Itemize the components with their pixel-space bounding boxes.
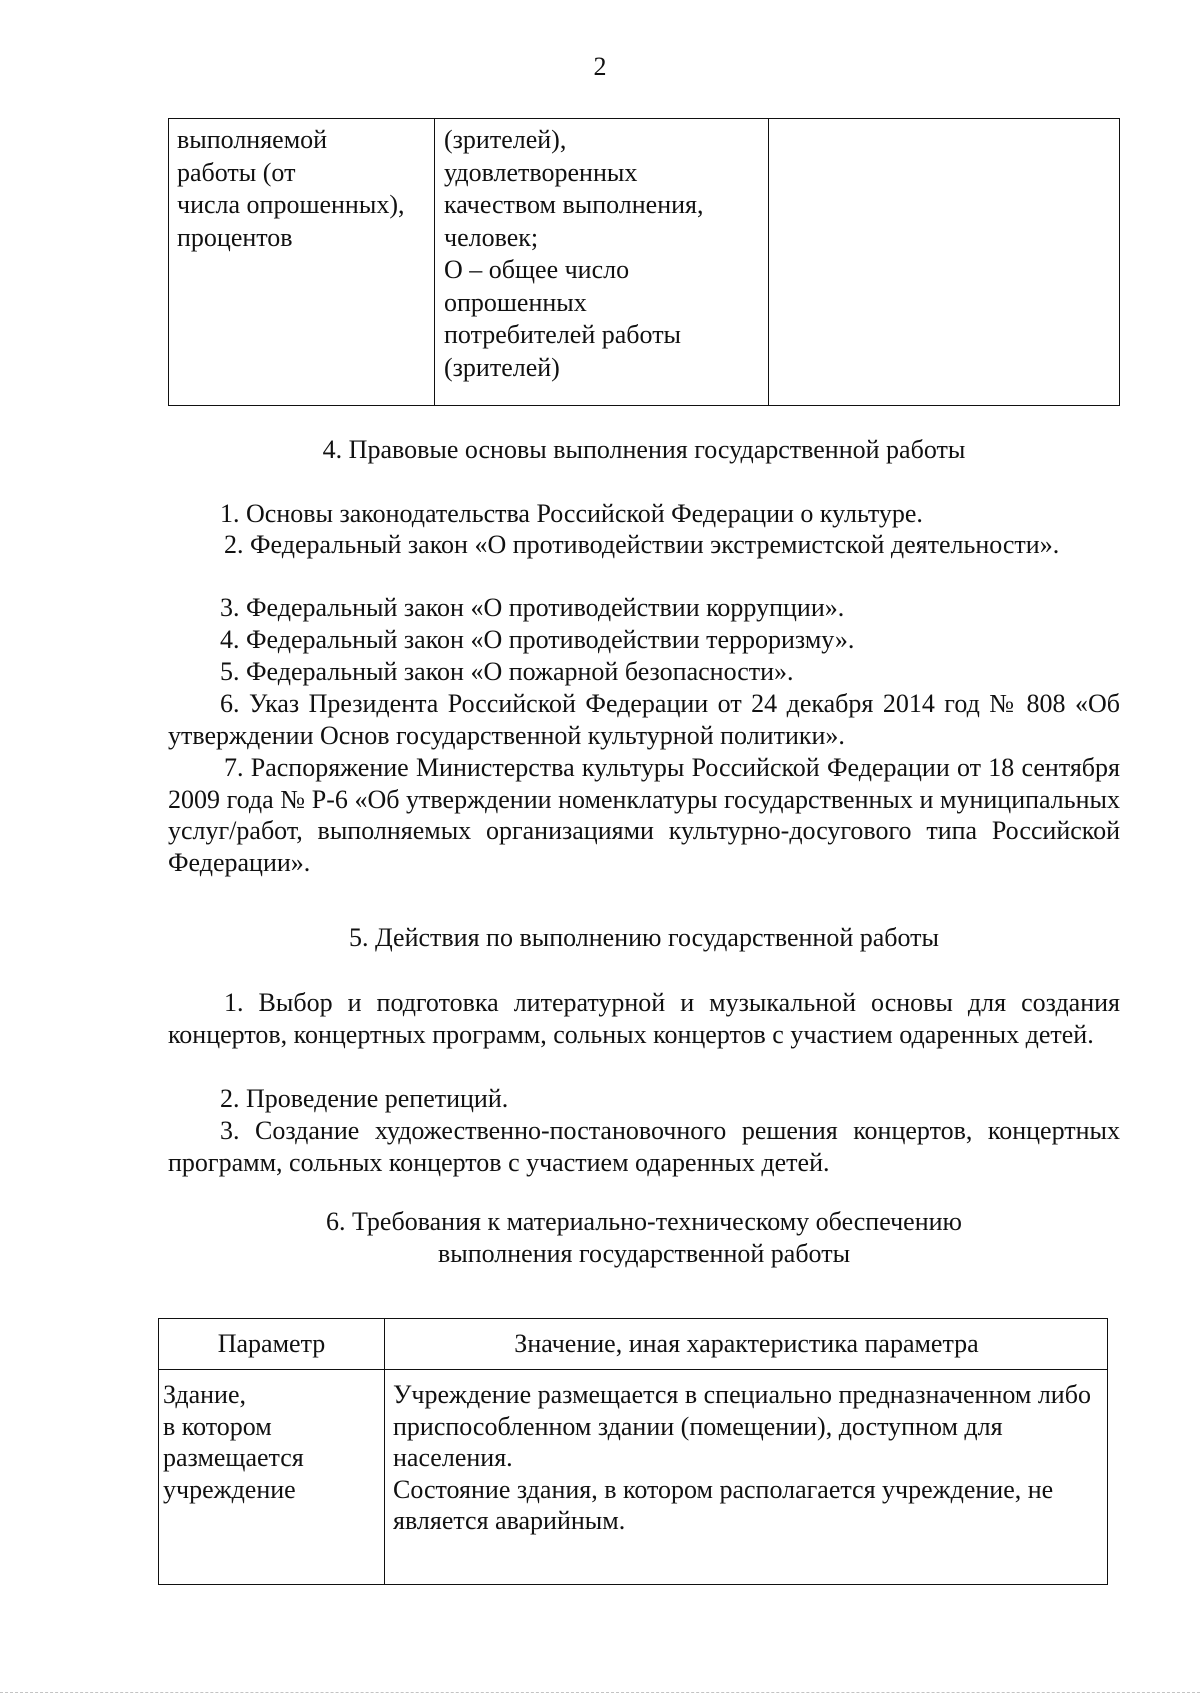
header-value: Значение, иная характеристика параметра xyxy=(514,1329,979,1358)
table-cell-empty xyxy=(770,119,1119,405)
list-item: 4. Федеральный закон «О противодействии терроризму». xyxy=(220,625,855,654)
section-6-title xyxy=(168,1206,1120,1270)
continuation-table xyxy=(168,118,1120,406)
row-value: Учреждение размещается в специально предназначенном либо приспособленном здании (помещении), доступном для населения. Состояние здания, в котором располагается учреждение, не является аварийным. xyxy=(393,1380,1091,1535)
list-item: 1. Выбор и подготовка литературной и музыкальной основы для создания концертов, концертных программ, сольных концертов с участием одаренных детей. xyxy=(168,988,1120,1049)
cell-text: (зрителей), удовлетворенных качеством выполнения, человек; О – общее число опрошенных потребителей работы (зрителей) xyxy=(444,125,704,382)
page-number: 2 xyxy=(593,52,607,81)
cell-text: выполняемой работы (от числа опрошенных), процентов xyxy=(177,125,405,252)
list-item: 7. Распоряжение Министерства культуры Российской Федерации от 18 сентября 2009 года № Р-6 «Об утверждении номенклатуры государственных и муниципальных услуг/работ, выполняемых организациями культурно-досугового типа Российской Федерации». xyxy=(168,753,1120,877)
section-4-title: 4. Правовые основы выполнения государственной работы xyxy=(322,435,966,464)
column-divider xyxy=(384,1319,385,1584)
list-item: 2. Проведение репетиций. xyxy=(220,1084,509,1113)
list-item: 3. Создание художественно-постановочного решения концертов, концертных программ, сольных концертов с участием одаренных детей. xyxy=(168,1116,1120,1177)
list-item: 2. Федеральный закон «О противодействии экстремистской деятельности». xyxy=(224,530,1060,559)
section-6-title-line1: 6. Требования к материально-техническому обеспечению xyxy=(326,1207,962,1236)
header-parameter: Параметр xyxy=(217,1329,326,1358)
table-cell-indicator xyxy=(169,119,435,405)
section-6-title-line2: выполнения государственной работы xyxy=(437,1239,851,1268)
list-item: 6. Указ Президента Российской Федерации от 24 декабря 2014 год № 808 «Об утверждении Основ государственной культурной политики». xyxy=(168,689,1120,750)
list-item: 5. Федеральный закон «О пожарной безопасности». xyxy=(220,657,794,686)
table-cell-formula xyxy=(436,119,769,405)
cell-text xyxy=(770,119,1119,124)
scan-artifact-line xyxy=(0,1692,1200,1693)
section-5-title: 5. Действия по выполнению государственной работы xyxy=(348,923,940,952)
row-parameter: Здание, в котором размещается учреждение xyxy=(163,1380,304,1504)
list-item: 1. Основы законодательства Российской Федерации о культуре. xyxy=(220,499,923,528)
requirements-table xyxy=(158,1318,1108,1585)
list-item: 3. Федеральный закон «О противодействии коррупции». xyxy=(220,593,845,622)
